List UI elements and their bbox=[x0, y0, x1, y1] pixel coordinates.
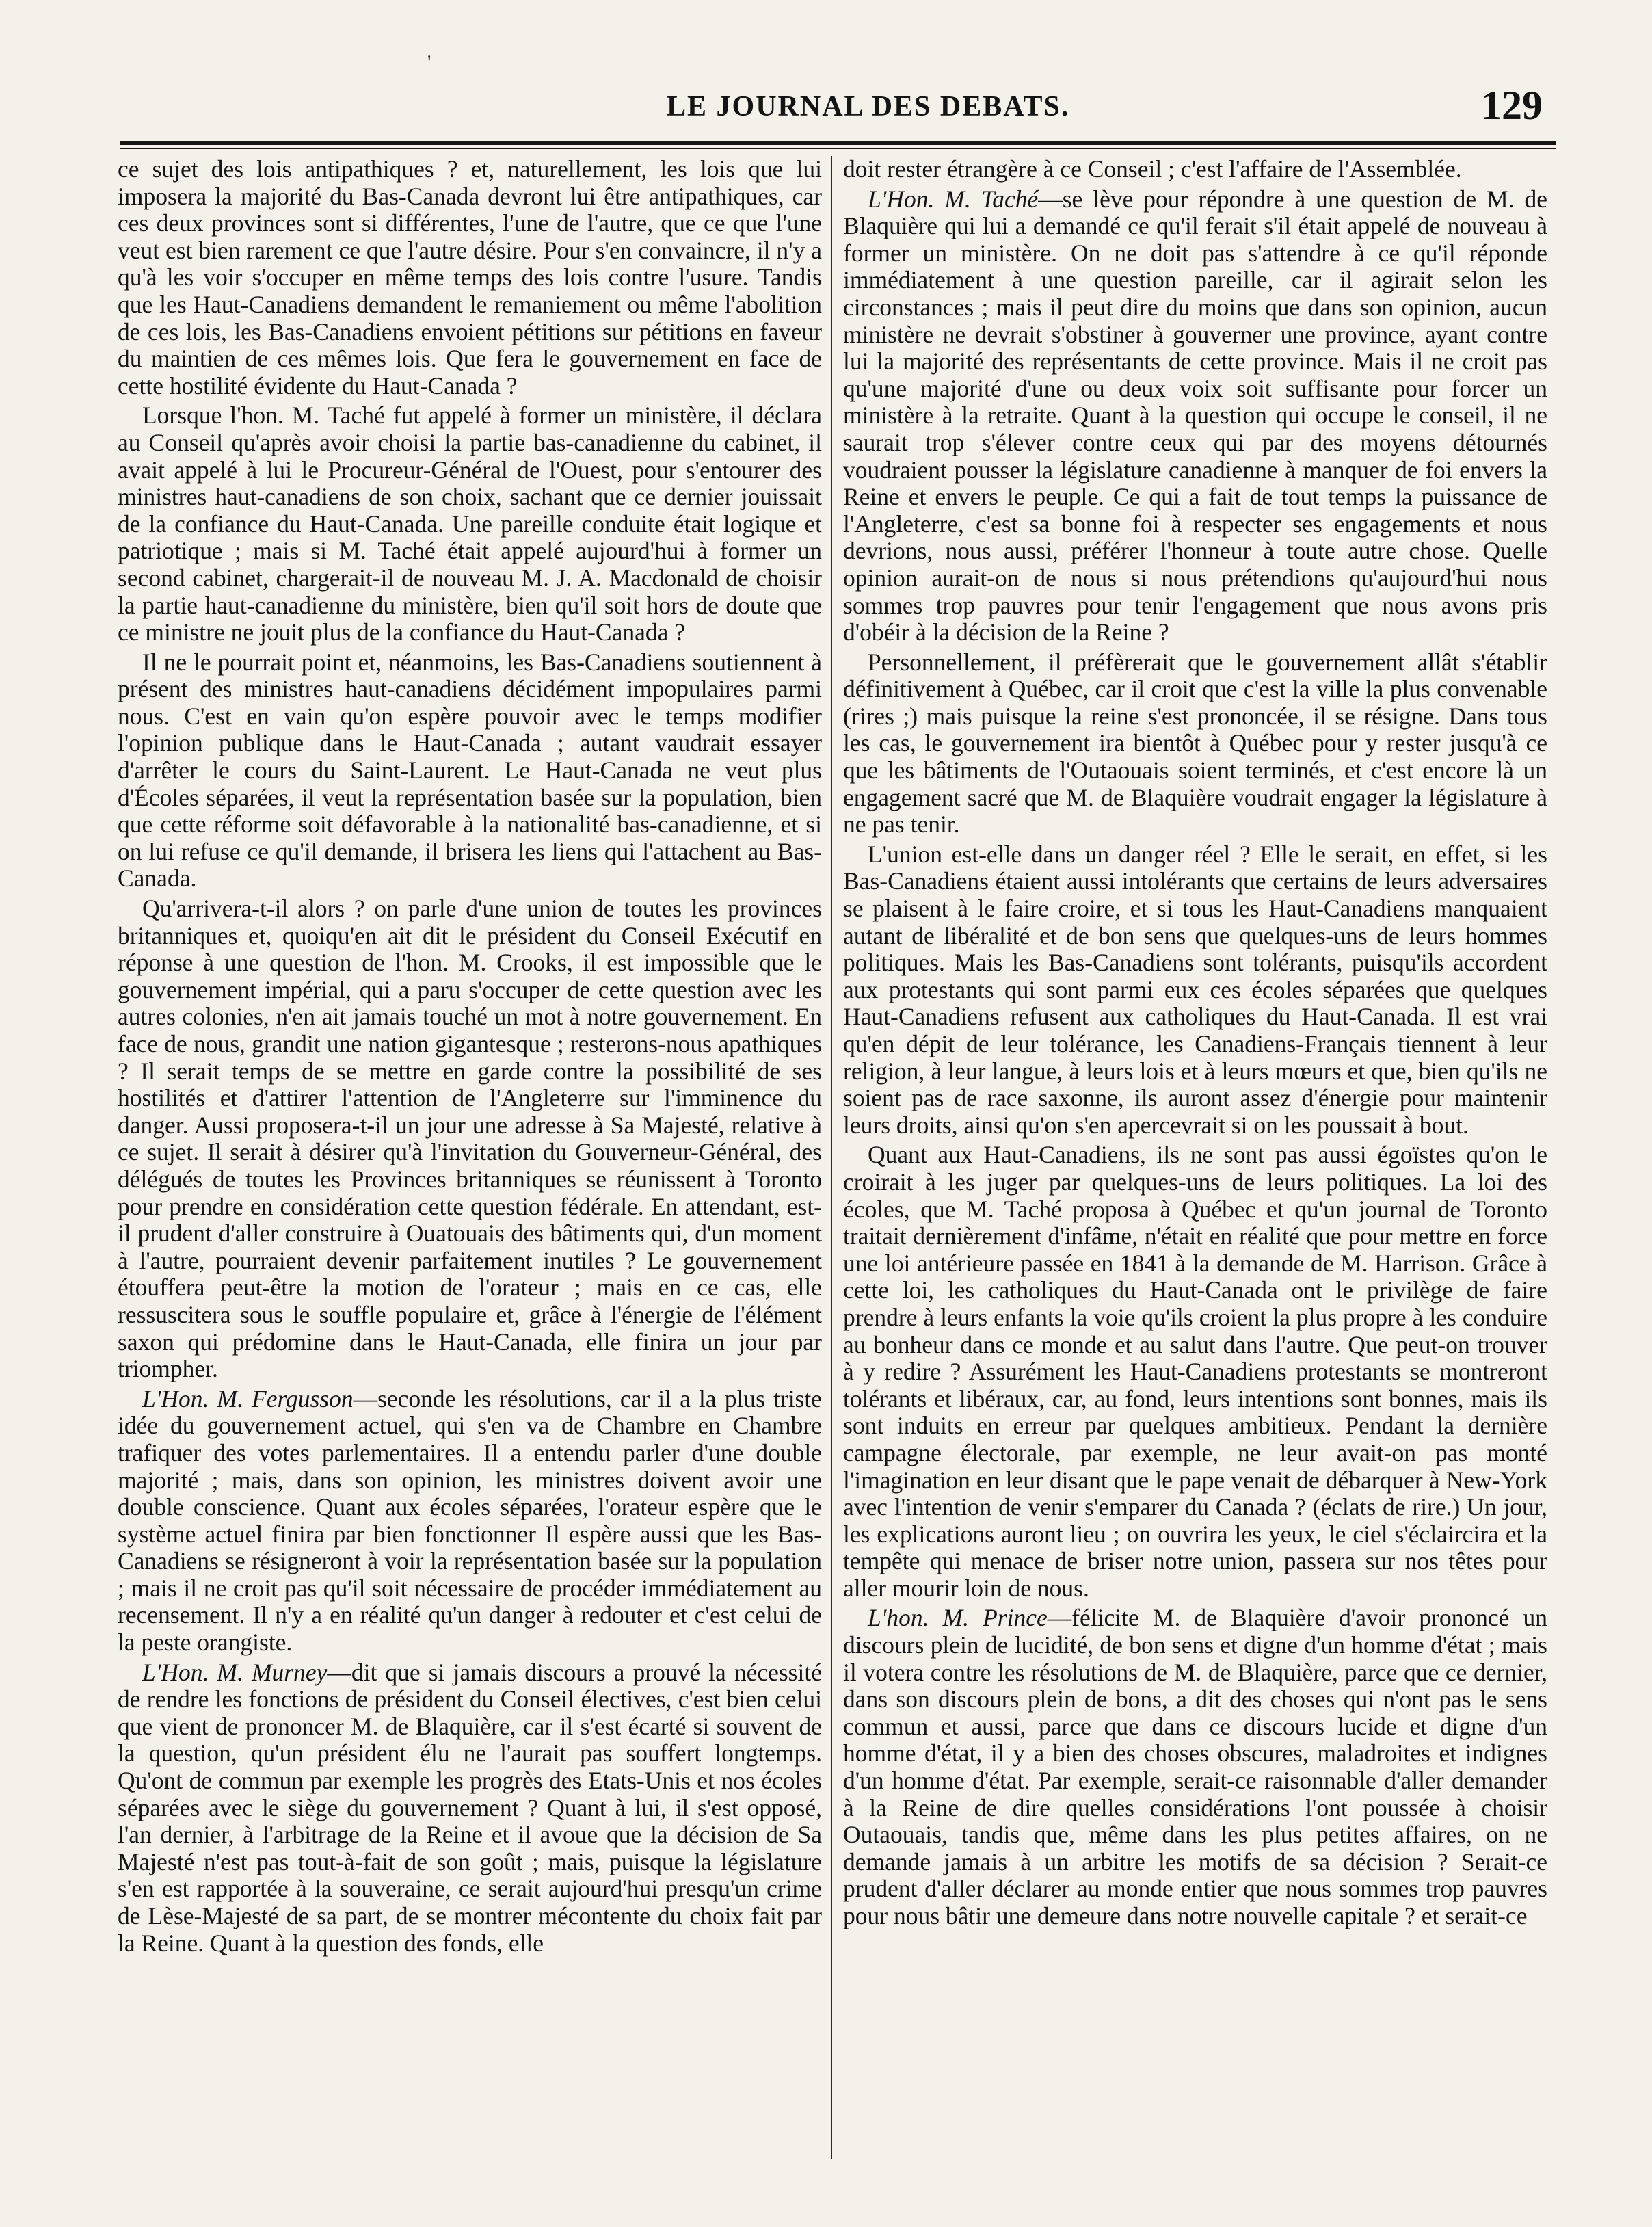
paragraph-text: —seconde les résolutions, car il a la plus triste idée du gouvernement actuel, qui s'en va de Chambre en Chambre trafiquer des votes parlementaires. Il a entendu parler d'une double majorité ; mais, dans son opinion, les ministres doivent avoir une double conscience. Quant aux écoles séparées, l'orateur espère que le système actuel finira par bien fonctionner Il espère aussi que les Bas-Canadiens se résigneront à voir la représentation basée sur la population ; mais il ne croit pas qu'il soit nécessaire de procéder immédiatement au recensement. Il n'y a en réalité qu'un danger à redouter et c'est celui de la peste orangiste. bbox=[118, 1384, 822, 1657]
right-column-paragraph bbox=[843, 1605, 1547, 1929]
right-column-paragraph bbox=[843, 841, 1547, 1139]
page-header bbox=[120, 82, 1543, 137]
paragraph-text: Quant aux Haut-Canadiens, ils ne sont pas aussi égoïstes qu'on le croirait à les juger par quelques-uns de leurs politiques. La loi des écoles, que M. Taché proposa à Québec et qu'un journal de Toronto traitait dernièrement d'infâme, n'était en réalité que pour mettre en force une loi antérieure passée en 1841 à la demande de M. Harrison. Grâce à cette loi, les catholiques du Haut-Canada ont le privilège de faire prendre à leurs enfants la voie qu'ils croient la plus propre à les conduire au bonheur dans ce monde et au salut dans l'autre. Que peut-on trouver à y redire ? Assurément les Haut-Canadiens protestants se montreront tolérants et libéraux, car, au fond, leurs intentions sont bonnes, mais ils sont induits en erreur par quelques ambitieux. Pendant la dernière campagne électorale, par exemple, ne leur avait-on pas monté l'imagination en leur disant que le pape venait de débarquer à New-York avec l'intention de venir s'emparer du Canada ? (éclats de rire.) Un jour, les explications auront lieu ; on ouvrira les yeux, le ciel s'éclaircira et la tempête qui menace de briser notre union, passera sur nos têtes pour aller mourir loin de nous. bbox=[843, 1141, 1547, 1602]
right-column-paragraph bbox=[843, 186, 1547, 646]
page-number: 129 bbox=[1481, 83, 1543, 128]
right-column-paragraph bbox=[843, 156, 1547, 183]
paragraph-text: —dit que si jamais discours a prouvé la nécessité de rendre les fonctions de président du Conseil électives, c'est bien celui que vient de prononcer M. de Blaquière, car il s'est écarté si souvent de la question, qu'un président élu ne l'aurait pas souffert longtemps. Qu'ont de commun par exemple les progrès des Etats-Unis et nos écoles séparées avec le siège du gouvernement ? Quant à lui, il s'est opposé, l'an dernier, à l'arbitrage de la Reine et il avoue que la décision de Sa Majesté n'est pas tout-à-fait de son goût ; mais, puisque la législature s'en est rapportée à la souveraine, ce serait aujourd'hui presqu'un crime de Lèse-Majesté de sa part, de se montrer mécontente du choix fait par la Reine. Quant à la question des fonds, elle bbox=[118, 1658, 822, 1957]
paragraph-text: L'union est-elle dans un danger réel ? Elle le serait, en effet, si les Bas-Canadiens étaient aussi intolérants que certains de leurs adversaires se plaisent à le faire croire, et si tous les Haut-Canadiens manquaient autant de libéralité et de bon sens que quelques-uns de leurs hommes politiques. Mais les Bas-Canadiens sont tolérants, puisqu'ils accordent aux protestants qui sont parmi eux ces écoles séparées que quelques Haut-Canadiens refusent aux catholiques du Haut-Canada. Il est vrai qu'en dépit de leur tolérance, les Canadiens-Français tiennent à leur religion, à leur langue, à leurs lois et à leurs mœurs et que, bien qu'ils ne soient pas de race saxonne, ils auront assez d'énergie pour maintenir leurs droits, ainsi qu'on s'en apercevrait si on les poussait à bout. bbox=[843, 840, 1547, 1139]
paragraph-text: Lorsque l'hon. M. Taché fut appelé à former un ministère, il déclara au Conseil qu'après avoir choisi la partie bas-canadienne du cabinet, il avait appelé à lui le Procureur-Général de l'Ouest, pour s'entourer des ministres haut-canadiens de son choix, sachant que ce dernier jouissait de la confiance du Haut-Canada. Une pareille conduite était logique et patriotique ; mais si M. Taché était appelé aujourd'hui à former un second cabinet, chargerait-il de nouveau M. J. A. Macdonald de choisir la partie haut-canadienne du ministère, bien qu'il soit hors de doute que ce ministre ne jouit plus de la confiance du Haut-Canada ? bbox=[118, 401, 822, 646]
paragraph-text: Qu'arrivera-t-il alors ? on parle d'une union de toutes les provinces britanniques et, quoiqu'en ait dit le président du Conseil Exécutif en réponse à une question de l'hon. M. Crooks, il est impossible que le gouvernement impérial, qui a paru s'occuper de cette question avec les autres colonies, n'en ait jamais touché un mot à notre gouvernement. En face de nous, grandit une nation gigantesque ; resterons-nous apathiques ? Il serait temps de se mettre en garde contre la possibilité de ses hostilités et d'attirer l'attention de l'Angleterre sur l'imminence du danger. Aussi proposera-t-il un jour une adresse à Sa Majesté, relative à ce sujet. Il serait à désirer qu'à l'invitation du Gouverneur-Général, des délégués de toutes les Provinces britanniques se réunissent à Toronto pour prendre en considération cette question fédérale. En attendant, est-il prudent d'aller construire à Ouatouais des bâtiments qui, d'un moment à l'autre, pourraient devenir parfaitement inutiles ? Le gouvernement étouffera peut-être la motion de l'orateur ; mais en ce cas, elle ressuscitera sous le souffle populaire et, grâce à l'énergie de l'élément saxon qui prédomine dans le Haut-Canada, elle finira un jour par triompher. bbox=[118, 895, 822, 1383]
speaker-name: L'Hon. M. Fergusson bbox=[142, 1384, 354, 1412]
left-column-paragraph bbox=[118, 402, 822, 646]
header-rule bbox=[120, 141, 1556, 145]
right-column-paragraph bbox=[843, 1142, 1547, 1602]
right-column-paragraph bbox=[843, 649, 1547, 839]
left-column-paragraph bbox=[118, 649, 822, 893]
left-column-paragraph bbox=[118, 156, 822, 399]
left-column-paragraph bbox=[118, 1659, 822, 1958]
speaker-name: L'Hon. M. Taché bbox=[868, 185, 1039, 213]
paragraph-text: —se lève pour répondre à une question de M. de Blaquière qui lui a demandé ce qu'il ferait s'il était appelé de nouveau à former un ministère. On ne doit pas s'attendre à ce qu'il réponde immédiatement à une question pareille, car il agirait selon les circonstances ; mais il peut dire du moins que dans son opinion, aucun ministère ne devrait s'obstiner à gouverner une province, ayant contre lui la majorité des représentants de cette province. Mais il ne croit pas qu'une majorité d'une ou deux voix soit suffisante pour forcer un ministère à la retraite. Quant à la question qui occupe le conseil, il ne saurait trop s'élever contre ceux qui par des moyens détournés voudraient pousser la législature canadienne à manquer de foi envers la Reine et envers le peuple. Ce qui a fait de tout temps la puissance de l'Angleterre, c'est sa bonne foi à respecter ses engagements et nous devrions, nous aussi, préférer l'honneur à toute autre chose. Quelle opinion aurait-on de nous si nous prétendions qu'aujourd'hui nous sommes trop pauvres pour tenir l'engagement que nous avons pris d'obéir à la décision de la Reine ? bbox=[843, 185, 1547, 646]
paragraph-text: ce sujet des lois antipathiques ? et, naturellement, les lois que lui imposera la majorité du Bas-Canada devront lui être antipathiques, car ces deux provinces sont si différentes, l'une de l'autre, que ce que l'une veut est bien rarement ce que l'autre désire. Pour s'en convaincre, il n'y a qu'à les voir s'occuper en même temps des lois contre l'usure. Tandis que les Haut-Canadiens demandent le remaniement ou même l'abolition de ces lois, les Bas-Canadiens envoient pétitions sur pétitions en faveur du maintien de ces mêmes lois. Que fera le gouvernement en face de cette hostilité évidente du Haut-Canada ? bbox=[118, 156, 822, 399]
speaker-name: L'Hon. M. Murney bbox=[142, 1658, 328, 1686]
column-divider bbox=[831, 156, 832, 2159]
stray-mark: ' bbox=[427, 51, 431, 74]
right-column bbox=[843, 156, 1547, 2186]
left-column bbox=[118, 156, 822, 2186]
header-rule-thin bbox=[120, 148, 1556, 149]
running-title: LE JOURNAL DES DEBATS. bbox=[667, 91, 1070, 122]
paragraph-text: —félicite M. de Blaquière d'avoir prononcé un discours plein de lucidité, de bon sens et digne d'un homme d'état ; mais il votera contre les résolutions de M. de Blaquière, parce que ce dernier, dans son discours plein de bons, a dit des choses qui n'ont pas le sens commun et aussi, parce que dans ce discours lucide et digne d'un homme d'état, il y a bien des choses obscures, maladroites et indignes d'un homme d'état. Par exemple, serait-ce raisonnable d'aller demander à la Reine de dire quelles considérations l'ont poussée à choisir Outaouais, tandis que, même dans les plus petites affaires, on ne demande jamais à un arbitre les motifs de sa décision ? Serait-ce prudent d'aller déclarer au monde entier que nous sommes trop pauvres pour nous bâtir une demeure dans notre nouvelle capitale ? et serait-ce bbox=[843, 1604, 1547, 1929]
paragraph-text: doit rester étrangère à ce Conseil ; c'est l'affaire de l'Assemblée. bbox=[843, 156, 1462, 183]
left-column-paragraph bbox=[118, 1386, 822, 1657]
paragraph-text: Personnellement, il préfèrerait que le gouvernement allât s'établir définitivement à Québec, car il croit que c'est la ville la plus convenable (rires ;) mais puisque la reine s'est prononcée, il se résigne. Dans tous les cas, le gouvernement ira bientôt à Québec pour y rester jusqu'à ce que les bâtiments de l'Outaouais soient terminés, et c'est encore là un engagement sacré que M. de Blaquière voudrait engager la législature à ne pas tenir. bbox=[843, 648, 1547, 839]
speaker-name: L'hon. M. Prince bbox=[868, 1604, 1048, 1632]
paragraph-text: Il ne le pourrait point et, néanmoins, les Bas-Canadiens soutiennent à présent des ministres haut-canadiens décidément impopulaires parmi nous. C'est en vain qu'on espère pouvoir avec le temps modifier l'opinion publique dans le Haut-Canada ; autant vaudrait essayer d'arrêter le cours du Saint-Laurent. Le Haut-Canada ne veut plus d'Écoles séparées, il veut la représentation basée sur la population, bien que cette réforme soit défavorable à la nationalité bas-canadienne, et si on lui refuse ce qu'il demande, il brisera les liens qui l'attachent au Bas-Canada. bbox=[118, 648, 822, 893]
left-column-paragraph bbox=[118, 895, 822, 1383]
